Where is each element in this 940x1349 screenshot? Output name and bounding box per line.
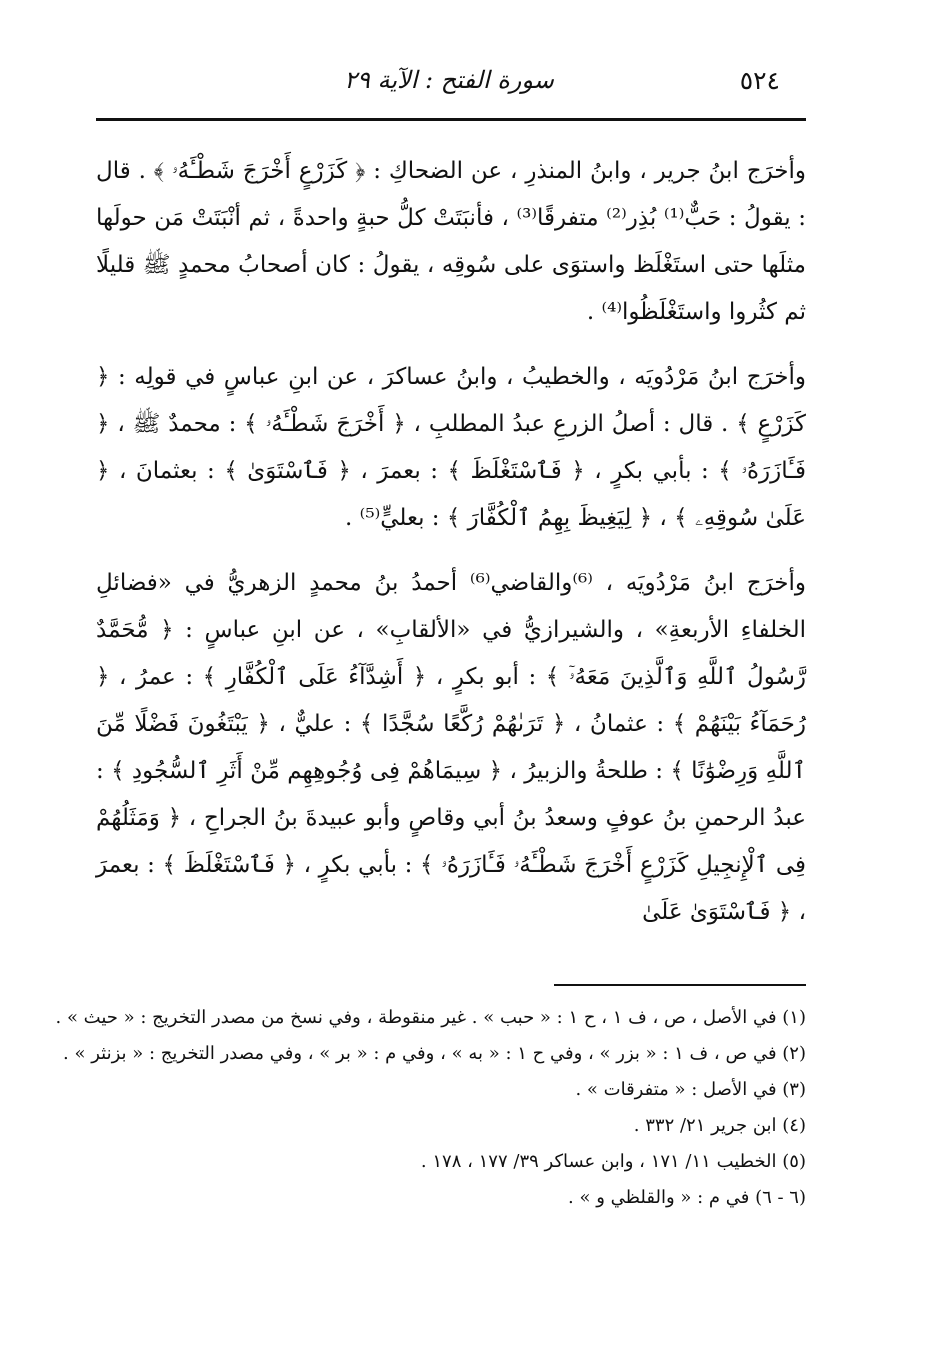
paragraph-2: وأخرَج ابنُ مَرْدُويَه ، والخطيبُ ، وابنُ عساكرَ ، عن ابنِ عباسٍ في قولِه : ﴿ كَزَرْعٍ ﴾ . قال : أصلُ الزرعِ عبدُ المطلبِ ، ﴿ أَخْرَجَ شَطْـَٔهُۥ ﴾ : محمدٌ ﷺ ، ﴿ فَـَٔازَرَهُۥ ﴾ : بأبي بكرٍ ، ﴿ فَٱسْتَغْلَظَ ﴾ : بعمرَ ، ﴿ فَٱسْتَوَىٰ ﴾ : بعثمانَ ، ﴿ عَلَىٰ سُوقِهِۦ ﴾ ، ﴿ لِيَغِيظَ بِهِمُ ٱلْكُفَّارَ ﴾ : بعليٍّ⁽⁵⁾ . xyxy=(96,364,806,531)
footnote-rule xyxy=(554,984,806,986)
main-text xyxy=(96,148,806,954)
paragraph-1: وأخرَج ابنُ جرير ، وابنُ المنذرِ ، عن الضحاكِ : ﴿ كَزَرْعٍ أَخْرَجَ شَطْـَٔهُۥ ﴾ . قال : يقولُ : حَبٌّ⁽¹⁾ بُذِر⁽²⁾ متفرقًا⁽³⁾ ، فأنبَتَتْ كلُّ حبةٍ واحدةً ، ثم أنْبَتَتْ مَن حولَها مثلَها حتى استَغْلَظ واستوَى على سُوقِه ، يقولُ : كان أصحابُ محمدٍ ﷺ قليلًا ثم كثُروا واستَغْلَظُوا⁽⁴⁾ . xyxy=(96,158,807,325)
running-title: سورة الفتح : الآية ٢٩ xyxy=(344,66,554,94)
header-rule xyxy=(96,118,806,121)
paragraph-3: وأخرَج ابنُ مَرْدُويَه ، ⁽⁶⁾والقاضي⁽⁶⁾ أحمدُ بنُ محمدٍ الزهريُّ في «فضائلِ الخلفاءِ الأربعةِ» ، والشيرازيُّ في «الألقابِ» ، عن ابنِ عباسٍ : ﴿ مُّحَمَّدٌ رَّسُولُ ٱللَّهِ وَٱلَّذِينَ مَعَهُۥٓ ﴾ : أبو بكرٍ ، ﴿ أَشِدَّآءُ عَلَى ٱلْكُفَّارِ ﴾ : عمرُ ، ﴿ رُحَمَآءُ بَيْنَهُمْ ﴾ : عثمانُ ، ﴿ تَرَىٰهُمْ رُكَّعًا سُجَّدًا ﴾ : عليٌّ ، ﴿ يَبْتَغُونَ فَضْلًا مِّنَ ٱللَّهِ وَرِضْوَٰنًا ﴾ : طلحةُ والزبيرُ ، ﴿ سِيمَاهُمْ فِى وُجُوهِهِم مِّنْ أَثَرِ ٱلسُّجُودِ ﴾ : عبدُ الرحمنِ بنُ عوفٍ وسعدُ بنُ أبي وقاصٍ وأبو عبيدةَ بنُ الجراحِ ، ﴿ وَمَثَلُهُمْ فِى ٱلْإِنجِيلِ كَزَرْعٍ أَخْرَجَ شَطْـَٔهُۥ فَـَٔازَرَهُۥ ﴾ : بأبي بكرٍ ، ﴿ فَٱسْتَغْلَظَ ﴾ : بعمرَ ، ﴿ فَٱسْتَوَىٰ عَلَىٰ xyxy=(96,570,806,925)
footnotes xyxy=(55,1000,806,1216)
footnote-4: (٤) ابن جرير ٢١/ ٣٣٢ . xyxy=(633,1115,806,1136)
page-number: ٥٢٤ xyxy=(739,66,780,95)
footnote-3: (٣) في الأصل : « متفرقات » . xyxy=(575,1079,806,1100)
footnote-5: (٥) الخطيب ١١/ ١٧١ ، وابن عساكر ٣٩/ ١٧٧ ، ١٧٨ . xyxy=(420,1151,806,1172)
footnote-2: (٢) في ص ، ف ١ : « بزر » ، وفي ح ١ : « به » ، وفي م : « بر » ، وفي مصدر التخريج : « بزنثر » . xyxy=(63,1043,806,1064)
footnote-1: (١) في الأصل ، ص ، ف ١ ، ح ١ : « حبب » . غير منقوطة ، وفي نسخ من مصدر التخريج : « حيث » . xyxy=(55,1007,806,1028)
footnote-6: (٦ - ٦) في م : « والقلظي و » . xyxy=(568,1187,806,1208)
page-header xyxy=(96,58,802,116)
